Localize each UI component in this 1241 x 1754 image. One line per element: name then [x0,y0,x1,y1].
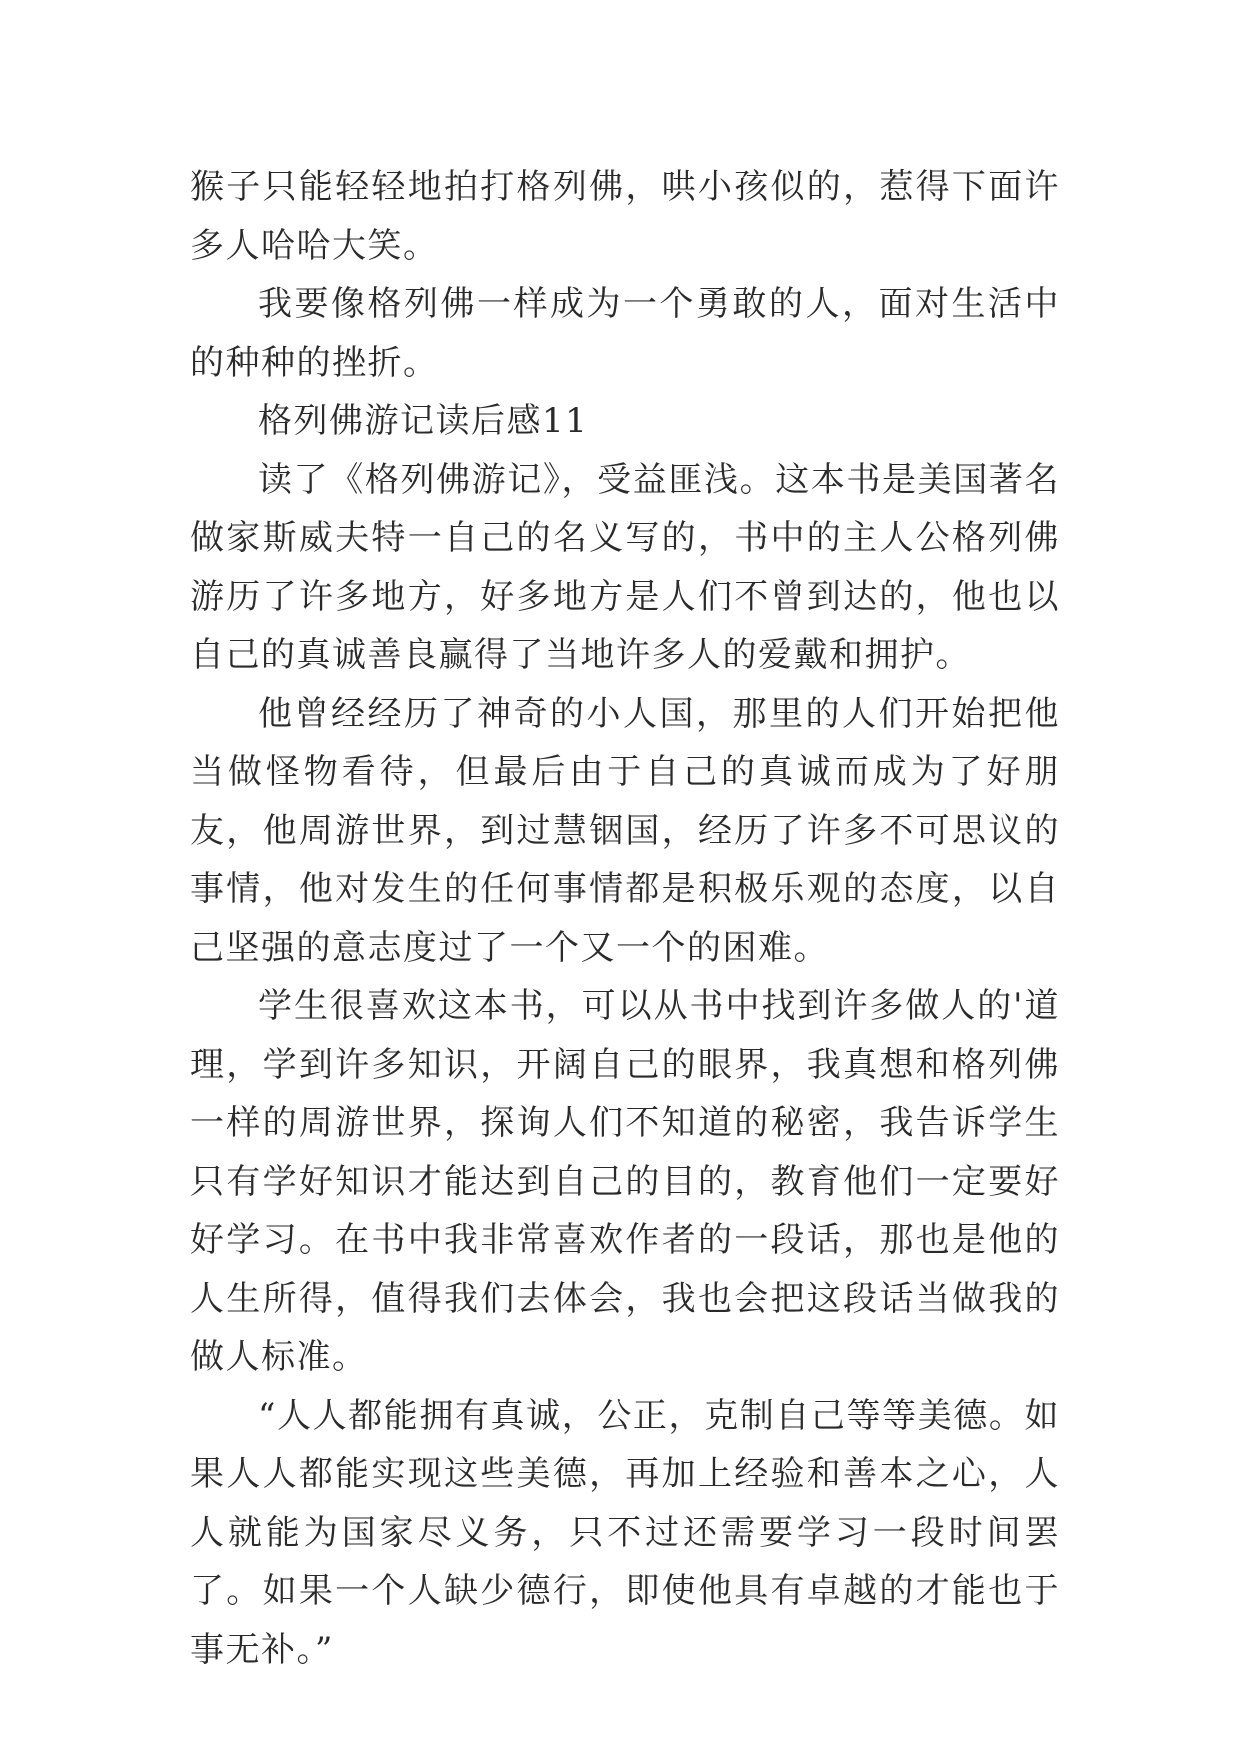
paragraph-5: 学生很喜欢这本书，可以从书中找到许多做人的'道理，学到许多知识，开阔自己的眼界，我真想和格列佛一样的周游世界，探询人们不知道的秘密，我告诉学生只有学好知识才能达到自己的目的，教育他们一定要好好学习。在书中我非常喜欢作者的一段话，那也是他的人生所得，值得我们去体会，我也会把这段话当做我的做人标准。 [190,986,1060,1377]
paragraph-2: 我要像格列佛一样成为一个勇敢的人，面对生活中的种种的挫折。 [190,284,1060,383]
section-heading: 格列佛游记读后感11 [258,401,589,441]
paragraph-1: 猴子只能轻轻地拍打格列佛，哄小孩似的，惹得下面许多人哈哈大笑。 [190,167,1060,266]
document-body [190,158,1060,1679]
quote-paragraph: “人人都能拥有真诚，公正，克制自己等等美德。如果人人都能实现这些美德，再加上经验和善本之心，人人就能为国家尽义务，只不过还需要学习一段时间罢了。如果一个人缺少德行，即使他具有卓越的才能也于事无补。” [190,1395,1060,1670]
paragraph-4: 他曾经经历了神奇的小人国，那里的人们开始把他当做怪物看待，但最后由于自己的真诚而成为了好朋友，他周游世界，到过慧铟国，经历了许多不可思议的事情，他对发生的任何事情都是积极乐观的态度，以自己坚强的意志度过了一个又一个的困难。 [190,693,1060,968]
paragraph-3: 读了《格列佛游记》，受益匪浅。这本书是美国著名做家斯威夫特一自己的名义写的，书中的主人公格列佛游历了许多地方，好多地方是人们不曾到达的，他也以自己的真诚善良赢得了当地许多人的爱戴和拥护。 [190,459,1060,675]
